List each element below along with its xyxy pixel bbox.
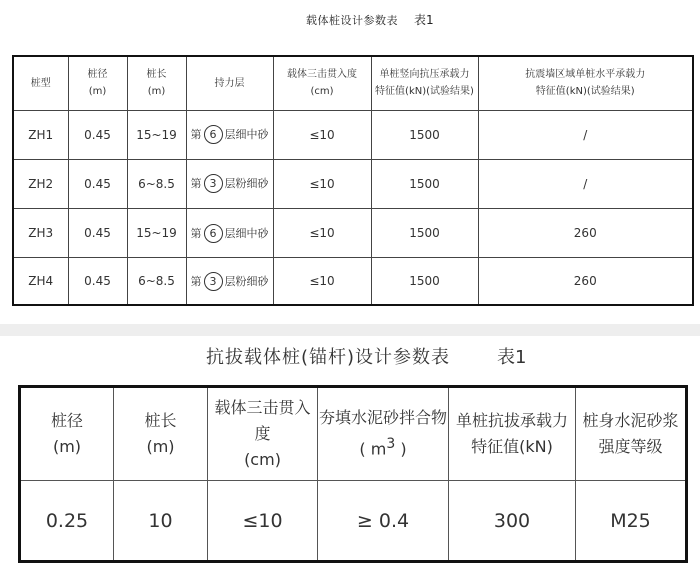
- header-penetration: 载体三击贯入度 (cm): [273, 56, 371, 110]
- table-row: [20, 481, 687, 562]
- pile-type-cell: ZH1: [13, 110, 68, 159]
- compressive-cell: 1500: [371, 258, 478, 305]
- header-diameter: 桩径 (m): [20, 387, 114, 481]
- diameter-cell: 0.45: [68, 209, 127, 258]
- pile-type-cell: ZH2: [13, 159, 68, 208]
- bearing-layer-cell: 第 3 层粉细砂: [186, 159, 273, 208]
- pile-type-cell: ZH4: [13, 258, 68, 305]
- header-diameter: 桩径 (m): [68, 56, 127, 110]
- uplift-pile-table: [18, 385, 688, 563]
- layer-number-circle: 3: [204, 174, 223, 193]
- horizontal-cell: 260: [478, 258, 693, 305]
- compressive-cell: 1500: [371, 209, 478, 258]
- penetration-cell: ≤10: [273, 209, 371, 258]
- table2-tag: 表1: [497, 347, 527, 368]
- header-bearing-layer: 持力层: [186, 56, 273, 110]
- cement-sand-mix-cell: ≥ 0.4: [318, 481, 449, 562]
- mortar-grade-cell: M25: [576, 481, 687, 562]
- uplift-capacity-cell: 300: [449, 481, 576, 562]
- penetration-cell: ≤10: [273, 159, 371, 208]
- diameter-cell: 0.45: [68, 110, 127, 159]
- table1-title: 载体桩设计参数表: [306, 14, 398, 27]
- compressive-cell: 1500: [371, 159, 478, 208]
- bearing-layer-cell: 第 6 层细中砂: [186, 209, 273, 258]
- layer-number-circle: 6: [204, 224, 223, 243]
- length-cell: 15~19: [127, 110, 186, 159]
- header-cement-sand-mix: 夯填水泥砂拌合物 ( $m^3$ ): [318, 387, 449, 481]
- penetration-cell: ≤10: [273, 110, 371, 159]
- diameter-cell: 0.25: [20, 481, 114, 562]
- table2-header-row: [20, 387, 687, 481]
- pile-type-cell: ZH3: [13, 209, 68, 258]
- penetration-cell: ≤10: [273, 258, 371, 305]
- header-length: 桩长 (m): [127, 56, 186, 110]
- diameter-cell: 0.45: [68, 258, 127, 305]
- diameter-cell: 0.45: [68, 159, 127, 208]
- penetration-cell: ≤10: [208, 481, 318, 562]
- compressive-cell: 1500: [371, 110, 478, 159]
- length-cell: 15~19: [127, 209, 186, 258]
- header-mortar-grade: 桩身水泥砂浆 强度等级: [576, 387, 687, 481]
- table2-title: 抗拔载体桩(锚杆)设计参数表: [206, 347, 451, 368]
- pile-design-table: [12, 55, 694, 306]
- table-row: [13, 209, 693, 258]
- length-cell: 10: [114, 481, 208, 562]
- header-penetration: 载体三击贯入度 (cm): [208, 387, 318, 481]
- table1-header-row: [13, 56, 693, 110]
- header-uplift-capacity: 单桩抗拔承载力 特征值(kN): [449, 387, 576, 481]
- header-length: 桩长 (m): [114, 387, 208, 481]
- table1-tag: 表1: [414, 13, 434, 27]
- length-cell: 6~8.5: [127, 159, 186, 208]
- header-compressive-capacity: 单桩竖向抗压承载力 特征值(kN)(试验结果): [371, 56, 478, 110]
- horizontal-cell: /: [478, 110, 693, 159]
- horizontal-cell: 260: [478, 209, 693, 258]
- table-row: [13, 110, 693, 159]
- bearing-layer-cell: 第 3 层粉细砂: [186, 258, 273, 305]
- layer-number-circle: 3: [204, 272, 223, 291]
- bearing-layer-cell: 第 6 层细中砂: [186, 110, 273, 159]
- horizontal-cell: /: [478, 159, 693, 208]
- layer-number-circle: 6: [204, 125, 223, 144]
- separator-band: [0, 324, 700, 336]
- table-row: [13, 258, 693, 305]
- header-horizontal-capacity: 抗震墙区域单桩水平承载力 特征值(kN)(试验结果): [478, 56, 693, 110]
- header-pile-type: 桩型: [13, 56, 68, 110]
- length-cell: 6~8.5: [127, 258, 186, 305]
- table-row: [13, 159, 693, 208]
